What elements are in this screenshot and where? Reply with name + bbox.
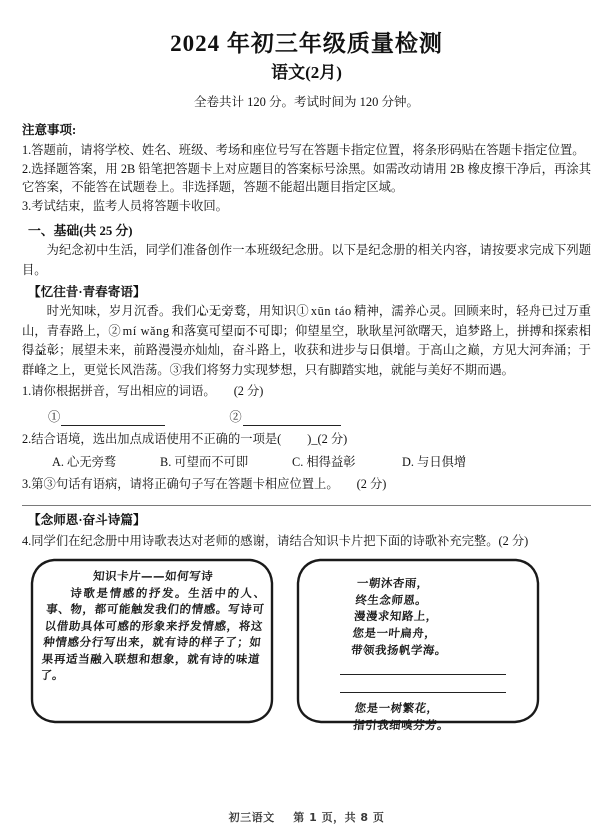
answer-blank-2[interactable] [243,413,341,426]
passage-idiom-3: 相得益彰 [22,323,591,358]
question-1-text: 1.请你根据拼音，写出相应的词语。 [22,384,216,399]
footer-subject: 初三语文 [228,811,275,824]
question-3 [22,475,591,495]
passage-segment: ；仰望星空，耿耿星河欲曙天，追梦路上，拼搏和探索 [282,323,579,338]
poem-line: 一朝沐杏雨， [356,576,430,591]
question-3-score: (2 分) [356,477,387,492]
notice-item: 3.考试结束，监考人员将答题卡收回。 [22,199,228,214]
option-a[interactable]: A. 心无旁骛 [52,455,117,470]
option-d[interactable]: D. 与日俱增 [402,455,467,470]
passage-idiom-2: 可望而不可即 [208,323,283,338]
reading-passage [22,302,591,380]
passage-segment: 。于高山之巅，方见大河奔涌；于群峰之上，更觉长风浩荡。 [22,343,591,377]
poem-lines-bottom [309,700,530,733]
option-c[interactable]: C. 相得益彰 [292,455,356,470]
passage-segment: 我们将努力实现梦想，只有脚踏实地，就能与美好不期而遇。 [181,362,514,377]
poem-line: 指引我细嗅芬芳。 [352,718,450,733]
poem-line: 漫漫求知路上， [353,609,439,624]
question-4: 4.同学们在纪念册中用诗歌表达对老师的感谢，请结合知识卡片把下面的诗歌补充完整。(2 分) [22,534,529,549]
footer-page-info: 第 1 页，共 8 页 [293,811,385,824]
question-1-score: (2 分) [233,384,264,399]
subsection-heading-teacher: 【念师恩·奋斗诗篇】 [28,512,146,527]
poem-line: 您是一树繁花， [354,701,440,716]
section-heading-basics: 一、基础(共 25 分) [28,223,133,238]
question-2-options [22,453,591,473]
question-2-text: 2.结合语境，选出加点成语使用不正确的一项是( [22,432,282,447]
poem-line: 终生念师恩。 [354,592,429,607]
question-1-answer-row [22,408,591,426]
page-subtitle: 语文(2月) [271,63,342,83]
option-b[interactable]: B. 可望而不可即 [160,455,249,470]
passage-blank-marker-1: ① [296,304,309,319]
poem-card [294,557,542,733]
poem-blank-line-2[interactable] [340,682,506,693]
passage-segment: ；展望未来，前路漫漫亦灿灿，奋斗路上，收获和进步 [59,343,357,358]
pinyin-annotation-1: xūn táo [310,304,352,319]
knowledge-card-title: 知识卡片——如何写诗 [92,569,214,584]
answer-blank-label-1: ① [48,410,61,425]
notice-heading: 注意事项: [22,122,77,137]
passage-segment: 时光知味，岁月沉香。我们 [46,304,197,319]
section-divider [22,505,591,506]
poem-lines-top [306,575,531,658]
notice-item: 2.选择题答案，用 2B 铅笔把答题卡上对应题目的答案标号涂黑。如需改动请用 2B 橡皮擦干净后，再涂其它答案，不能答在试题卷上。非选择题，答题不能超出题目指定区域。 [22,161,591,195]
card-row [22,557,591,733]
pinyin-annotation-2: mí wǎng [122,323,170,338]
passage-sentence-marker-3: ③ [169,362,182,377]
poem-line: 您是一叶扁舟， [351,626,438,641]
passage-blank-marker-2: ② [108,323,121,338]
passage-idiom-1: 心无旁骛 [196,304,247,319]
knowledge-card [28,557,276,725]
passage-segment: 和落寞 [171,323,209,338]
passage-segment: ，用知识 [246,304,297,319]
knowledge-card-body: 诗歌是情感的抒发。生活中的人、事、物，都可能触发我们的情感。写诗可以借助具体可感的形象来抒发情感，将这种情感分行写出来，就有诗的样子了；如果再适当融入联想和想象，就有诗的味道了。 [39,586,267,683]
knowledge-card-content [28,557,276,693]
poem-card-content [294,557,542,743]
question-2-tail: )_(2 分) [307,432,348,447]
poem-line: 带领我扬帆学海。 [350,642,448,657]
section-intro-paragraph: 为纪念初中生活，同学们准备创作一本班级纪念册。以下是纪念册的相关内容，请按要求完成下列题目。 [22,243,591,277]
exam-meta-line: 全卷共计 120 分。考试时间为 120 分钟。 [193,94,419,109]
notice-item: 1.答题前，请将学校、姓名、班级、考场和座位号写在答题卡指定位置，将条形码贴在答题卡指定位置。 [22,142,585,157]
page-footer [0,809,613,825]
answer-blank-1[interactable] [61,413,165,426]
answer-blank-label-2: ② [229,410,242,425]
poem-fill-in-blanks [310,664,528,693]
passage-idiom-4: 与日俱增 [356,343,406,358]
poem-blank-line-1[interactable] [340,664,506,675]
page-title: 2024 年初三年级质量检测 [170,31,443,56]
question-1 [22,382,591,402]
passage-segment: 精神，濡养心灵。回顾来时，轻舟已过万重山，青春路上， [22,304,591,338]
question-3-text: 3.第③句话有语病，请将正确句子写在答题卡相应位置上。 [22,477,339,492]
subsection-heading-youth: 【忆往昔·青春寄语】 [28,285,146,300]
question-2 [22,430,591,450]
